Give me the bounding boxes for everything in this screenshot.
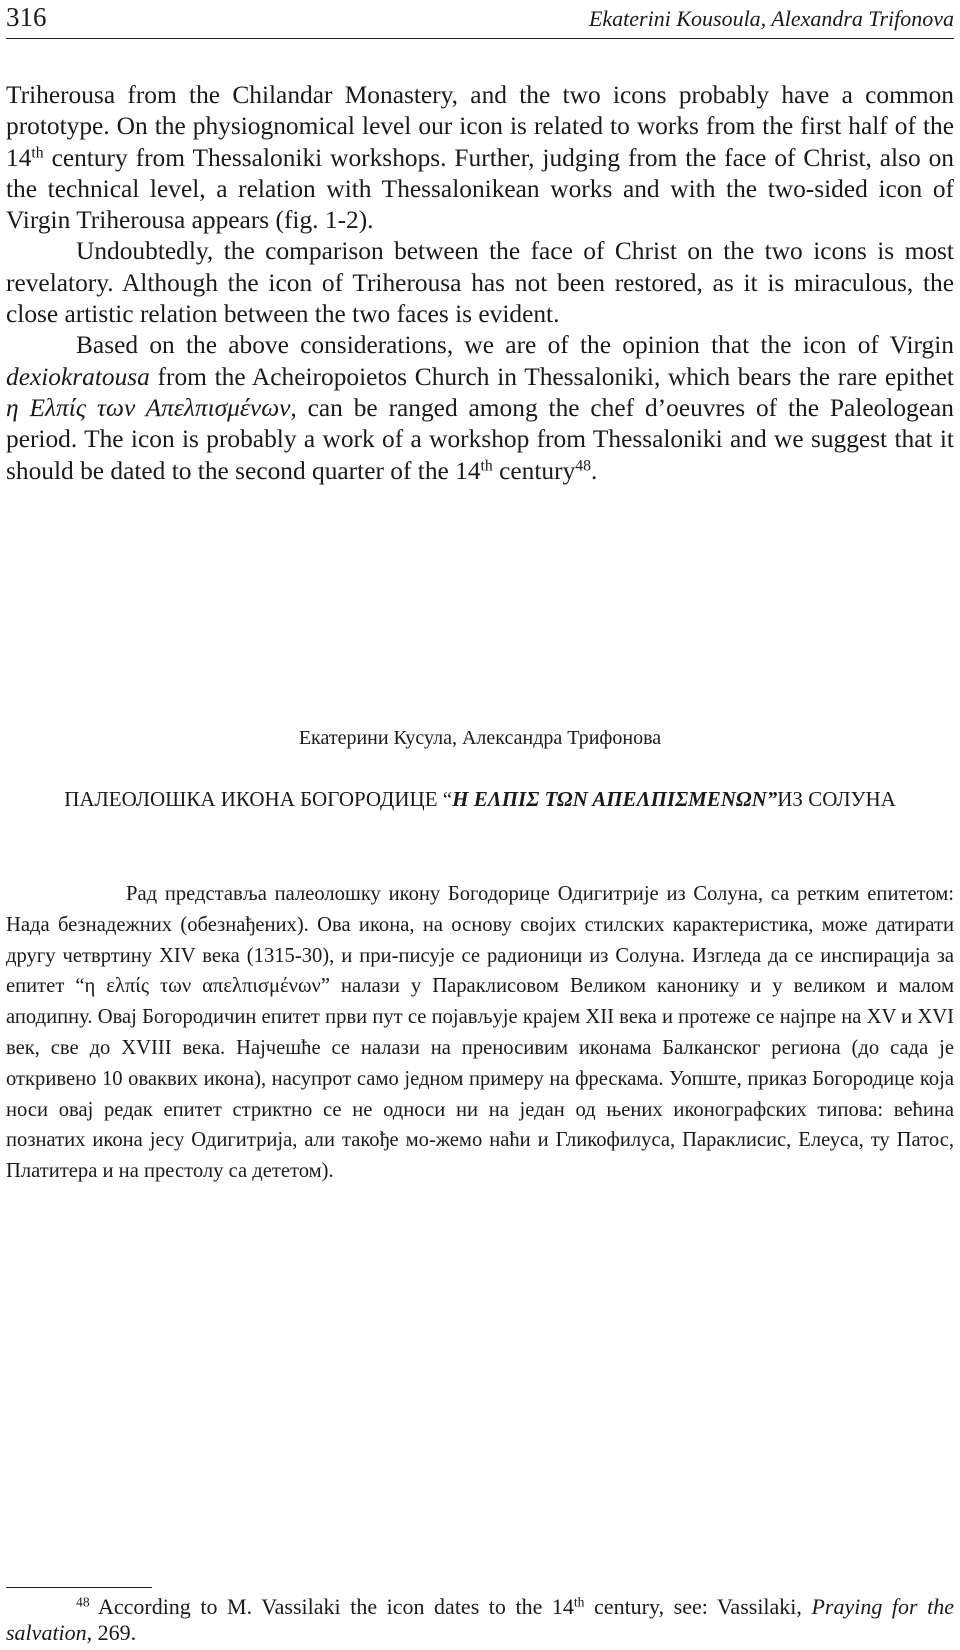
greek-epithet: η Ελπίς των Απελπισμένων, — [6, 393, 297, 422]
footnote-text-c: , 269. — [86, 1620, 137, 1645]
summary-authors: Екатерини Кусула, Александра Трифонова — [298, 727, 662, 749]
footnote-reference[interactable]: 48 — [575, 456, 591, 474]
paragraph-3-text-c: can be ranged among the chef d’oeuvres of the Paleologean period. The icon is probably a work of a workshop from Thessaloniki and we suggest that it should be dated to the second quarter of the 14 — [6, 393, 954, 485]
summary-title-text-a: ПАЛЕОЛОШКА ИКОНА БОГОРОДИЦЕ “ — [64, 787, 453, 811]
ordinal-superscript: th — [573, 1594, 585, 1610]
paragraph-3-text-d: century — [492, 456, 576, 485]
paragraph-3-text-b: from the Acheiropoietos Church in Thessaloniki, which bears the rare epithet — [149, 362, 954, 391]
footnote-text-b: century, see: Vassilaki, — [584, 1594, 812, 1619]
ordinal-superscript: th — [31, 143, 44, 161]
paragraph-3 — [6, 330, 954, 486]
paragraph-1-text-a: Triherousa from the Chilandar Monastery, and the two icons probably have a common prototype. On the physiognomical level our icon is related to works from the first half of the 14 — [6, 81, 954, 172]
paragraph-2: Undoubtedly, the comparison between the face of Christ on the two icons is most revelatory. Although the icon of Triherousa has not been restored, as it is miraculous, the close artistic relation between the two faces is evident. — [6, 237, 954, 329]
footnote-number: 48 — [76, 1594, 90, 1610]
footnote-rule — [6, 1587, 152, 1588]
paragraph-3-text-e: . — [591, 456, 598, 485]
page-number: 316 — [6, 2, 47, 32]
summary-abstract — [6, 879, 954, 1187]
summary-title — [60, 786, 900, 813]
paragraph-3-text-a: Based on the above considerations, we are of the opinion that the icon of Virgin — [76, 331, 954, 360]
summary-title-text-b: ИЗ СОЛУНА — [777, 787, 896, 811]
footnote-italic-title: Praying for the salvation — [6, 1594, 954, 1645]
italic-term: dexiokratousa — [6, 362, 150, 391]
header-rule — [6, 38, 954, 39]
main-text — [6, 80, 954, 487]
paragraph-1-text-b: century from Thessaloniki workshops. Further, judging from the face of Christ, also on the technical level, a relation with Thessalonikean works and with the two-sided icon of Virgin Triherousa appears (fig. 1-2). — [6, 143, 954, 235]
paragraph-1 — [6, 80, 954, 236]
running-head: Ekaterini Kousoula, Alexandra Trifonova — [588, 6, 954, 31]
ordinal-superscript: th — [480, 456, 493, 474]
abstract-paragraph: Рад представља палеолошку икону Богодорице Одигитрије из Солуна, са ретким епитетом: Нада безнадежних (обезнађених). Ова икона, на основу својих стилских карактеристика, може датирати другу четвртину XIV века (1315-30), и при-писује се радионици из Солуна. Изгледа да се инспирација за епитет “η ελπίς των απελπισμένων” налази у Параклисовом Великом канонику и у великом и малом аподипну. Овај Богородичин епитет први пут се појављује крајем XII века и протеже се најпре на XV и XVI век, све до XVIII века. Најчешће се налази на преносивим иконама Балканског региона (до сада је откривено 10 оваквих икона), насупрот само једном примеру на фрескама. Уопште, приказ Богородице која носи овај редак епитет стриктно се не односи ни на један од њених иконографских типова: већина познатих икона јесу Одигитрија, али такође мо-жемо наћи и Гликофилуса, Параклисис, Елеуса, ту Патос, Платитера и на престолу са дететом). — [6, 883, 954, 1183]
summary-title-greek: Η ΕΛΠΙΣ ΤΩΝ ΑΠΕΛΠΙΣΜΕΝΩΝ” — [452, 787, 778, 811]
page-header — [6, 2, 954, 42]
footnote-text-a: According to M. Vassilaki the icon dates to the 14 — [89, 1594, 574, 1619]
footnote — [6, 1594, 954, 1646]
